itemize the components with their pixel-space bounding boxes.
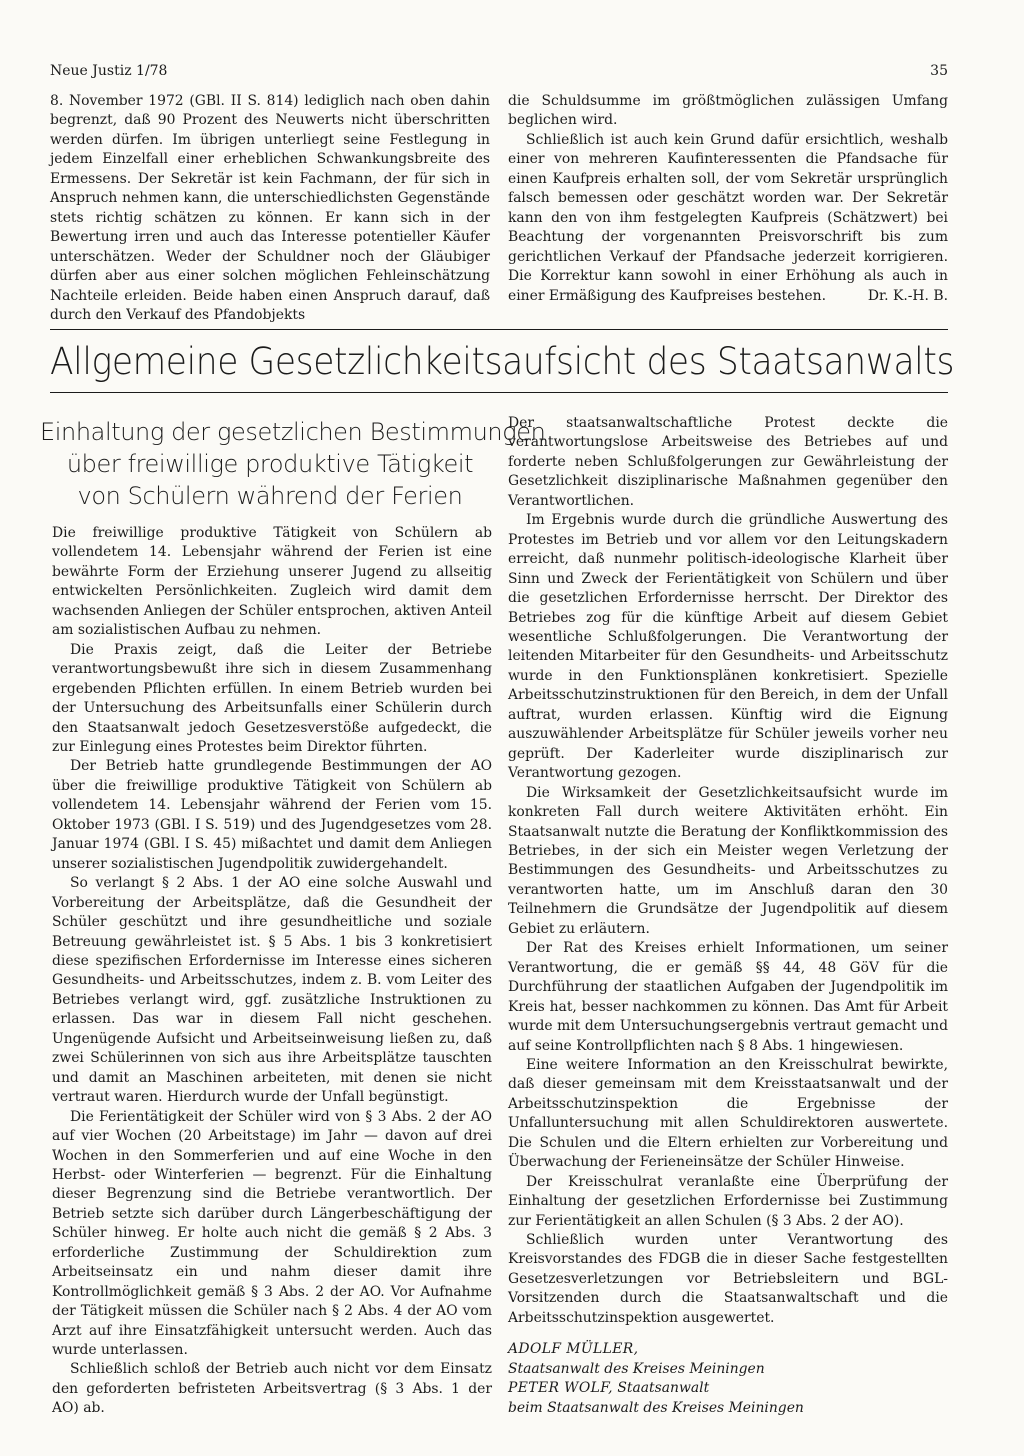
author-initials: Dr. K.-H. B. [867, 287, 948, 304]
author-name: ADOLF MÜLLER, [508, 1341, 639, 1358]
author-signature-1 [508, 1340, 948, 1359]
paragraph: die Schuldsumme im größtmöglichen zulässigen Umfang beglichen wird. [508, 93, 948, 129]
paragraph: Eine weitere Information an den Kreisschulrat bewirkte, daß dieser gemeinsam mit dem Kreisstaatsanwalt und der Arbeitsschutzinspektion die Ergebnisse der Unfalluntersuchung mit allen Schuldirektoren auswertete. Die Schulen und die Eltern erhielten zur Vorbereitung und Überwachung der Ferieneinsätze der Schüler Hinweise. [508, 1056, 948, 1171]
paragraph: Der Kreisschulrat veranlaßte eine Überprüfung der Einhaltung der gesetzlichen Erfordernisse bei Zustimmung zur Ferientätigkeit an allen Schulen (§ 3 Abs. 2 der AO). [508, 1173, 948, 1229]
paragraph-text: Schließlich ist auch kein Grund dafür ersichtlich, weshalb einer von mehreren Kaufinteressenten die Pfandsache für einen Kaufpreis erhalten soll, der vom Sekretär ursprünglich falsch bemessen oder geschätzt worden war. Der Sekretär kann den von ihm festgelegten Kaufpreis (Schätzwert) bei Beachtung der vorgenannten Preisvorschrift bis zum gerichtlichen Verkauf der Pfandsache jederzeit korrigieren. Die Korrektur kann sowohl in einer Erhöhung als auch in einer Ermäßigung des Kaufpreises bestehen. [508, 131, 948, 304]
section-rule-bottom [50, 392, 948, 393]
article-title [40, 416, 546, 512]
paragraph: 8. November 1972 (GBl. II S. 814) lediglich nach oben dahin begrenzt, daß 90 Prozent des Neuwerts nicht überschritten werden dürfen. Im übrigen unterliegt seine Festlegung in jedem Einzelfall einer erheblichen Schwankungsbreite des Ermessens. Der Sekretär ist kein Fachmann, der für sich in Anspruch nehmen kann, die unterschiedlichsten Gegenstände stets richtig schätzen zu können. Er kann sich in der Bewertung irren und auch das Interesse potentieller Käufer unterschätzen. Weder der Schuldner noch der Gläubiger dürfen aber aus einer solchen möglichen Fehleinschätzung Nachteile erleiden. Beide haben einen Anspruch darauf, daß durch den Verkauf des Pfandobjekts [50, 93, 490, 323]
paragraph: Die Ferientätigkeit der Schüler wird von § 3 Abs. 2 der AO auf vier Wochen (20 Arbeitstage) im Jahr — davon auf drei Wochen in den Sommerferien und auf eine Woche in den Herbst- oder Winterferien — begrenzt. Für die Einhaltung dieser Begrenzung sind die Betriebe verantwortlich. Der Betrieb setzte sich darüber durch Längerbeschäftigung der Schüler hinweg. Er holte auch nicht die gemäß § 2 Abs. 3 erforderliche Zustimmung der Schuldirektion zum Arbeitseinsatz ein und nahm dieser damit ihre Kontrollmöglichkeit gemäß § 3 Abs. 2 der AO. Vor Aufnahme der Tätigkeit müssen die Schüler nach § 2 Abs. 4 der AO vom Arzt auf ihre Einsatzfähigkeit untersucht werden. Auch das wurde unterlassen. [52, 1108, 492, 1359]
continued-article-left-column [50, 92, 490, 325]
author-role: Staatsanwalt [617, 1380, 710, 1397]
author-affiliation-2: beim Staatsanwalt des Kreises Meiningen [508, 1399, 804, 1416]
article-title-line: Einhaltung der gesetzlichen Bestimmungen [40, 418, 546, 446]
paragraph: Im Ergebnis wurde durch die gründliche Auswertung des Protestes im Betrieb und vor allem vor den Leitungskadern erreicht, daß nunmehr politisch-ideologische Klarheit über Sinn und Zweck der Ferientätigkeit von Schülern und über die gesetzlichen Erfordernisse herrscht. Der Direktor des Betriebes zog für die künftige Arbeit auf diesem Gebiet wesentliche Schlußfolgerungen. Die Verantwortung der leitenden Mitarbeiter für den Gesundheits- und Arbeitsschutz wurde in den Funktionsplänen konkretisiert. Spezielle Arbeitsschutzinstruktionen für den Bereich, in dem der Unfall auftrat, wurden erlassen. Künftig wird die Eignung auszuwählender Arbeitsplätze für Schüler jeweils vorher neu geprüft. Der Kaderleiter wurde disziplinarisch zur Verantwortung gezogen. [508, 512, 948, 782]
paragraph: Die Praxis zeigt, daß die Leiter der Betriebe verantwortungsbewußt ihre sich in diesem Zusammenhang ergebenden Pflichten erfüllen. In einem Betrieb wurden bei der Untersuchung des Arbeitsunfalls einer Schülerin durch den Staatsanwalt jedoch Gesetzesverstöße aufgedeckt, die zur Einlegung eines Protestes beim Direktor führten. [52, 641, 492, 755]
author-role-1: Staatsanwalt des Kreises Meiningen [508, 1360, 765, 1377]
paragraph: So verlangt § 2 Abs. 1 der AO eine solche Auswahl und Vorbereitung der Arbeitsplätze, daß die Gesundheit der Schüler geschützt und ihre gesundheitliche und soziale Betreuung gewährleistet ist. § 5 Abs. 1 bis 3 konkretisiert diese spezifischen Erfordernisse im Interesse eines sicheren Gesundheits- und Arbeitsschutzes, indem z. B. vom Leiter des Betriebes verlangt wird, ggf. zusätzliche Instruktionen zu erlassen. Das war in diesem Fall nicht geschehen. Ungenügende Aufsicht und Arbeitseinweisung ließen zu, daß zwei Schülerinnen von sich aus ihre Arbeitsplätze tauschten und damit an Maschinen arbeiteten, mit denen sie nicht vertraut waren. Hierdurch wurde der Unfall begünstigt. [52, 875, 492, 1106]
paragraph: Der Rat des Kreises erhielt Informationen, um seiner Verantwortung, die er gemäß §§ 44, 48 GöV für die Durchführung der staatlichen Aufgaben der Jugendpolitik im Kreis hat, besser nachkommen zu können. Das Amt für Arbeit wurde mit dem Untersuchungsergebnis vertraut gemacht und auf seine Kontrollpflichten nach § 8 Abs. 1 hingewiesen. [508, 940, 948, 1054]
journal-name: Neue Justiz 1/78 [50, 63, 168, 79]
article-right-column [508, 414, 948, 1418]
article-title-line: von Schülern während der Ferien [77, 482, 463, 510]
author-signature-2 [508, 1379, 948, 1398]
section-title: Allgemeine Gesetzlichkeitsaufsicht des Staatsanwalts [50, 340, 955, 383]
page-number: 35 [930, 63, 948, 79]
running-head [50, 62, 948, 80]
article-title-line: über freiwillige produktive Tätigkeit [66, 450, 474, 478]
paragraph: Schließlich wurden unter Verantwortung des Kreisvorstandes des FDGB die in dieser Sache festgestellten Gesetzesverletzungen vor Betriebsleitern und BGL-Vorsitzenden durch die Staatsanwaltschaft und die Arbeitsschutzinspektion ausgewertet. [508, 1232, 948, 1326]
paragraph [508, 131, 948, 306]
paragraph: Die freiwillige produktive Tätigkeit von Schülern ab vollendetem 14. Lebensjahr während der Ferien ist eine bewährte Form der Erziehung unserer Jugend zu allseitig entwickelten Persönlichkeiten. Zugleich wird damit dem wachsenden Anliegen der Schüler entsprochen, aktiven Anteil am sozialistischen Aufbau zu nehmen. [52, 525, 492, 639]
paragraph: Der Betrieb hatte grundlegende Bestimmungen der AO über die freiwillige produktive Tätigkeit von Schülern ab vollendetem 14. Lebensjahr während der Ferien vom 15. Oktober 1973 (GBl. I S. 519) und des Jugendgesetzes vom 28. Januar 1974 (GBl. I S. 45) mißachtet und damit dem Anliegen unserer sozialistischen Jugendpolitik zuwidergehandelt. [52, 758, 492, 872]
paragraph: Schließlich schloß der Betrieb auch nicht vor dem Einsatz den geforderten befristeten Arbeitsvertrag (§ 3 Abs. 1 der AO) ab. [52, 1361, 492, 1417]
author-name: PETER WOLF, [508, 1380, 613, 1397]
continued-article-right-column [508, 92, 948, 306]
paragraph: Der staatsanwaltschaftliche Protest deckte die verantwortungslose Arbeitsweise des Betriebes auf und forderte neben Schlußfolgerungen zur Gewährleistung der Gesetzlichkeit disziplinarische Maßnahmen gegenüber den Verantwortlichen. [508, 415, 948, 509]
paragraph: Die Wirksamkeit der Gesetzlichkeitsaufsicht wurde im konkreten Fall durch weitere Aktivitäten erhöht. Ein Staatsanwalt nutzte die Beratung der Konfliktkommission des Betriebes, in der sich ein Meister wegen Verletzung der Bestimmungen des Gesundheits- und Arbeitsschutzes zu verantworten hatte, um im Anschluß daran den 30 Teilnehmern die Grundsätze der Jugendpolitik auf diesem Gebiet zu erläutern. [508, 784, 948, 937]
section-rule-top [50, 329, 948, 330]
article-left-column [52, 524, 492, 1419]
